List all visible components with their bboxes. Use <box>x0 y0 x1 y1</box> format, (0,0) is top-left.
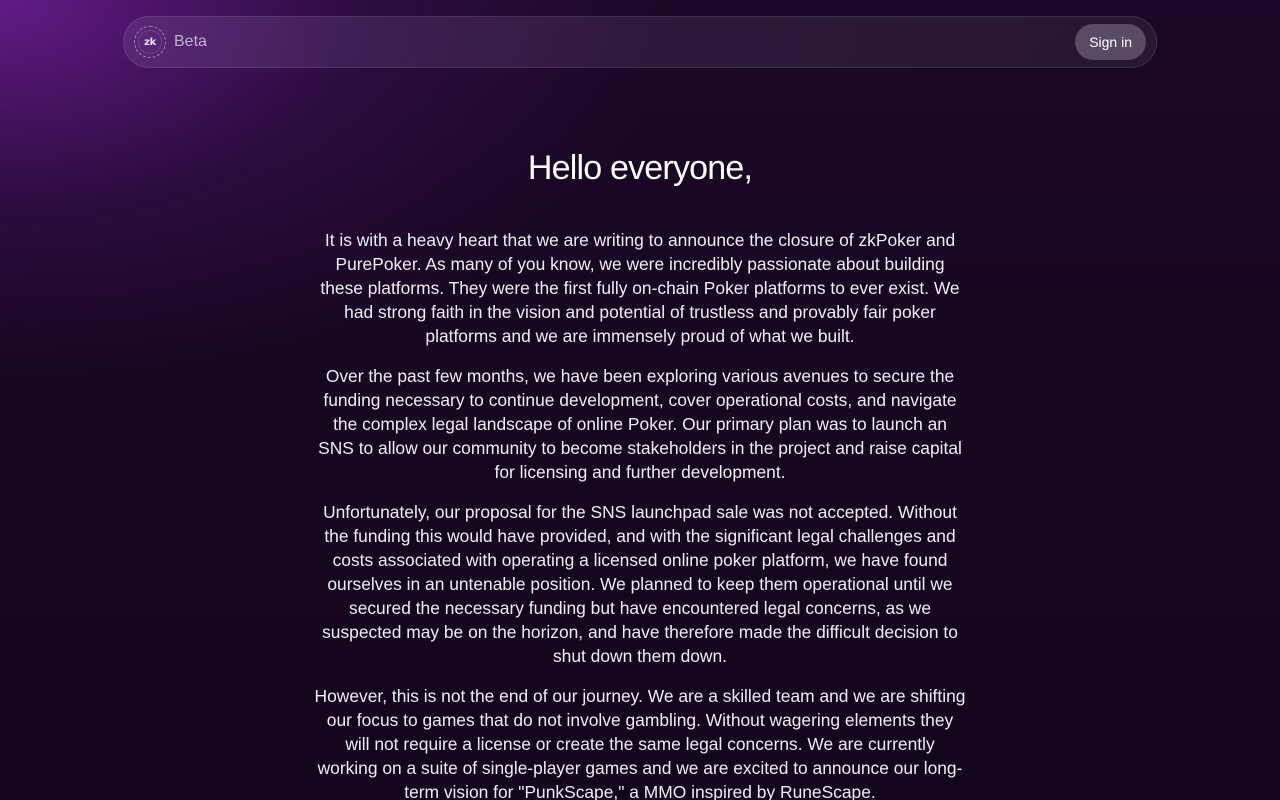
logo-text: zk <box>144 36 156 48</box>
announcement-paragraph: It is with a heavy heart that we are writing to announce the closure of zkPoker and PurePoker. As many of you know, we were incredibly passionate about building these platforms. They were the first fully on-chain Poker platforms to ever exist. We had strong faith in the vision and potential of trustless and provably fair poker platforms and we are immensely proud of what we built. <box>320 230 960 346</box>
announcement-content <box>314 148 966 800</box>
beta-label: Beta <box>174 33 207 50</box>
announcement-paragraph: However, this is not the end of our journey. We are a skilled team and we are shifting our focus to games that do not involve gambling. Without wagering elements they will not require a license or create the same legal concerns. We are currently working on a suite of single-player games and we are excited to announce our long-term vision for "PunkScape," a MMO inspired by RuneScape. <box>314 686 966 800</box>
page-title: Hello everyone, <box>527 149 753 187</box>
top-navbar <box>123 16 1157 68</box>
announcement-paragraph: Unfortunately, our proposal for the SNS launchpad sale was not accepted. Without the funding this would have provided, and with the significant legal challenges and costs associated with operating a licensed online poker platform, we have found ourselves in an untenable position. We planned to keep them operational until we secured the necessary funding but have encountered legal concerns, as we suspected may be on the horizon, and have therefore made the difficult decision to shut down them down. <box>322 502 958 666</box>
sign-in-button[interactable]: Sign in <box>1075 24 1146 60</box>
zk-logo-icon[interactable] <box>134 26 166 58</box>
announcement-paragraph: Over the past few months, we have been exploring various avenues to secure the funding necessary to continue development, cover operational costs, and navigate the complex legal landscape of online Poker. Our primary plan was to launch an SNS to allow our community to become stakeholders in the project and raise capital for licensing and further development. <box>318 366 962 482</box>
